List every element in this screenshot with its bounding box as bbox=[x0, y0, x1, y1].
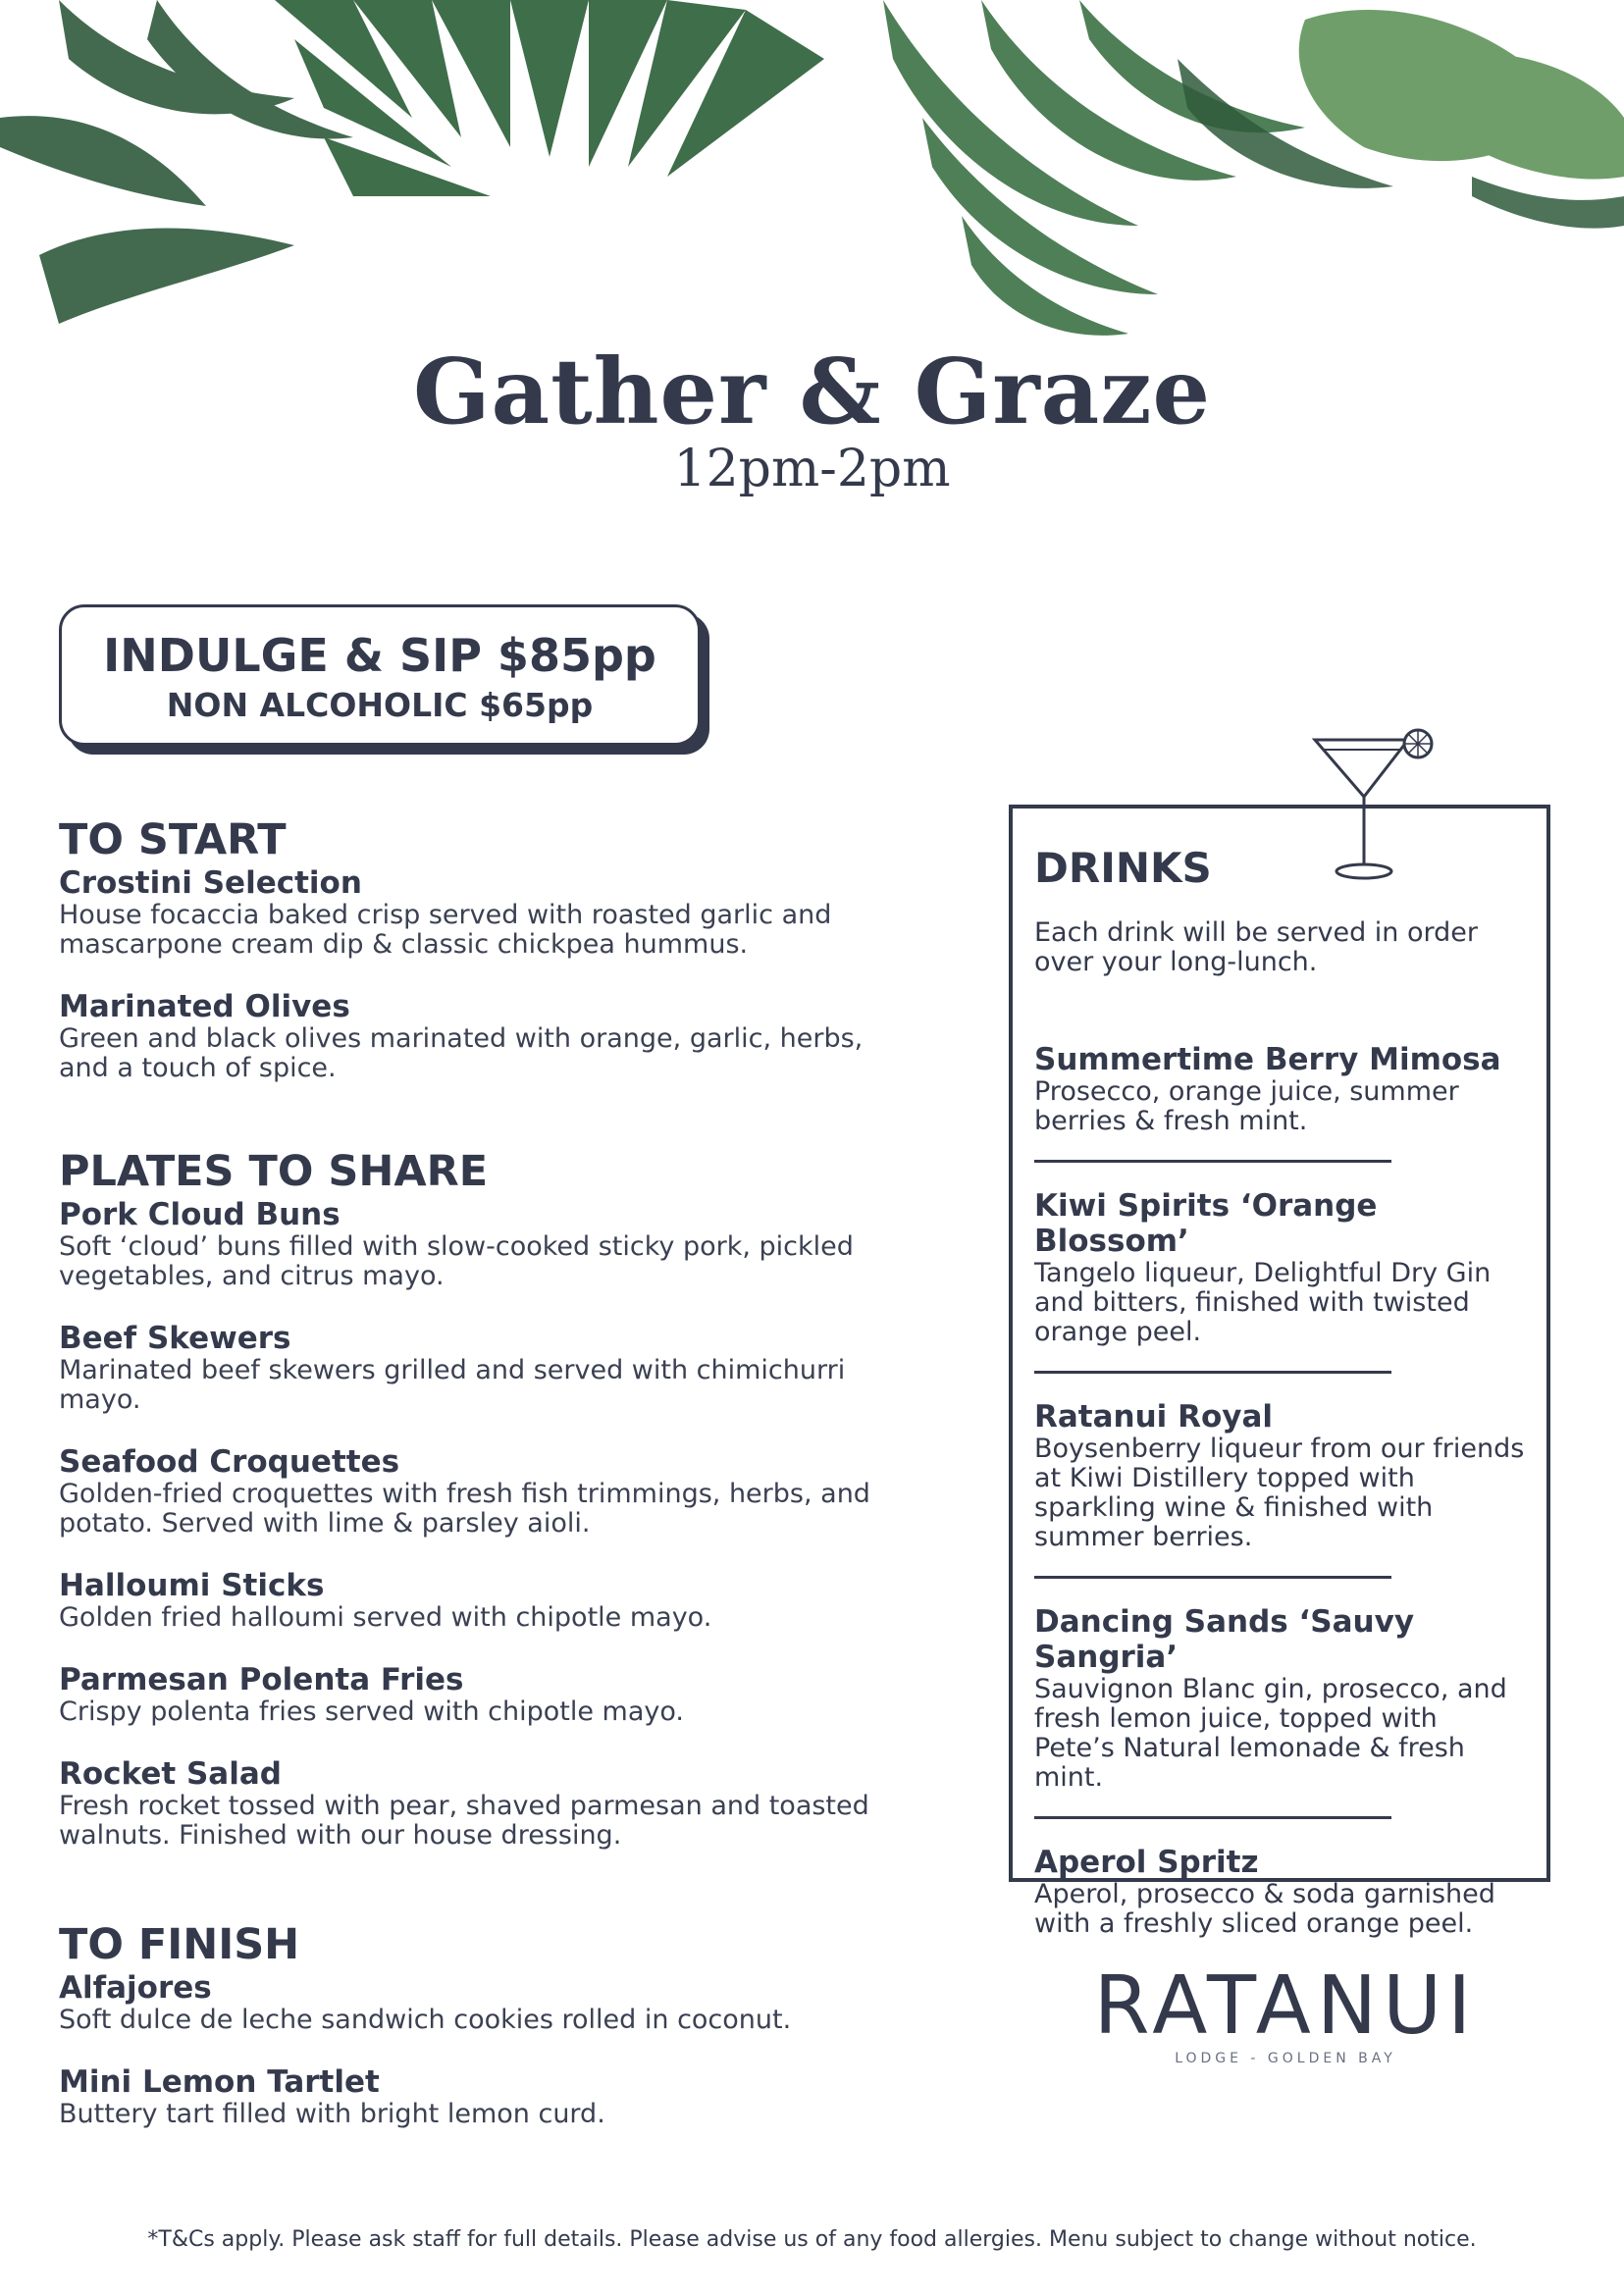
item-name: Beef Skewers bbox=[59, 1321, 291, 1356]
menu-item bbox=[59, 2064, 903, 2129]
drink-description: Sauvignon Blanc gin, prosecco, and fresh lemon juice, topped with Pete’s Natural lemonade & fresh mint. bbox=[1034, 1674, 1507, 1793]
section-to-finish bbox=[59, 1919, 903, 2129]
menu-item bbox=[59, 1970, 903, 2035]
drink-name: Kiwi Spirits ‘Orange Blossom’ bbox=[1034, 1188, 1378, 1259]
footer-note: *T&Cs apply. Please ask staff for full details. Please advise us of any food allergies. Menu subject to change without notice. bbox=[147, 2227, 1477, 2252]
menu-item bbox=[59, 1756, 903, 1851]
menu-item bbox=[59, 865, 903, 960]
drinks-heading: DRINKS bbox=[1034, 844, 1212, 892]
drink-description: Boysenberry liqueur from our friends at Kiwi Distillery topped with sparkling wine & finished with summer berries. bbox=[1034, 1434, 1525, 1552]
item-description: Crispy polenta fries served with chipotle mayo. bbox=[59, 1696, 684, 1727]
menu-item bbox=[59, 1197, 903, 1291]
divider bbox=[1034, 1576, 1391, 1579]
item-name: Parmesan Polenta Fries bbox=[59, 1662, 464, 1697]
fan-palm-icon bbox=[275, 0, 824, 196]
drinks-intro: Each drink will be served in order over your long-lunch. bbox=[1034, 917, 1478, 977]
section-to-start bbox=[59, 814, 903, 1083]
menu-item bbox=[59, 989, 903, 1083]
menu-item bbox=[59, 1321, 903, 1415]
drink-item bbox=[1034, 1399, 1525, 1552]
divider bbox=[1034, 1816, 1391, 1819]
drink-item bbox=[1034, 1845, 1525, 1939]
drink-name: Ratanui Royal bbox=[1034, 1399, 1274, 1435]
drink-item bbox=[1034, 1604, 1525, 1793]
drink-description: Tangelo liqueur, Delightful Dry Gin and bitters, finished with twisted orange peel. bbox=[1034, 1258, 1492, 1347]
brand-name: RATANUI bbox=[1093, 1959, 1478, 2053]
item-name: Crostini Selection bbox=[59, 865, 362, 901]
item-description: Soft ‘cloud’ buns filled with slow-cooked sticky pork, pickled vegetables, and citrus mayo. bbox=[59, 1231, 854, 1291]
divider bbox=[1034, 1160, 1391, 1163]
item-name: Pork Cloud Buns bbox=[59, 1197, 341, 1232]
item-description: Marinated beef skewers grilled and served with chimichurri mayo. bbox=[59, 1355, 846, 1415]
section-plates-to-share bbox=[59, 1146, 903, 1851]
item-description: Golden fried halloumi served with chipotle mayo. bbox=[59, 1602, 712, 1633]
drink-item bbox=[1034, 1042, 1525, 1136]
brand-tagline: LODGE - GOLDEN BAY bbox=[1175, 2051, 1396, 2066]
divider bbox=[1034, 1371, 1391, 1374]
drink-description: Prosecco, orange juice, summer berries & fresh mint. bbox=[1034, 1076, 1459, 1136]
service-time: 12pm-2pm bbox=[673, 440, 951, 498]
section-heading: PLATES TO SHARE bbox=[59, 1147, 489, 1196]
monstera-leaf-icon bbox=[1299, 10, 1624, 180]
item-name: Halloumi Sticks bbox=[59, 1568, 325, 1603]
drink-description: Aperol, prosecco & soda garnished with a freshly sliced orange peel. bbox=[1034, 1879, 1495, 1939]
item-description: Soft dulce de leche sandwich cookies rolled in coconut. bbox=[59, 2005, 792, 2035]
drink-name: Summertime Berry Mimosa bbox=[1034, 1042, 1501, 1077]
section-heading: TO START bbox=[59, 815, 287, 864]
item-name: Rocket Salad bbox=[59, 1756, 282, 1792]
drink-name: Aperol Spritz bbox=[1034, 1845, 1259, 1880]
brand-logo bbox=[1079, 1959, 1492, 2066]
item-description: Fresh rocket tossed with pear, shaved parmesan and toasted walnuts. Finished with our house dressing. bbox=[59, 1791, 869, 1851]
item-name: Marinated Olives bbox=[59, 989, 350, 1024]
item-description: Buttery tart filled with bright lemon curd. bbox=[59, 2099, 605, 2129]
item-description: House focaccia baked crisp served with roasted garlic and mascarpone cream dip & classic chickpea hummus. bbox=[59, 900, 832, 960]
pricing-box bbox=[59, 604, 701, 746]
menu-item bbox=[59, 1444, 903, 1539]
drinks-panel bbox=[1009, 805, 1550, 1939]
item-name: Mini Lemon Tartlet bbox=[59, 2064, 380, 2100]
item-description: Green and black olives marinated with orange, garlic, herbs, and a touch of spice. bbox=[59, 1023, 864, 1083]
leaf-spray-icon bbox=[883, 0, 1305, 336]
drink-name: Dancing Sands ‘Sauvy Sangria’ bbox=[1034, 1604, 1415, 1675]
menu-item bbox=[59, 1568, 903, 1633]
price-non-alcoholic: NON ALCOHOLIC $65pp bbox=[166, 686, 594, 724]
item-name: Seafood Croquettes bbox=[59, 1444, 400, 1480]
food-menu bbox=[59, 814, 903, 2166]
menu-item bbox=[59, 1662, 903, 1727]
item-description: Golden-fried croquettes with fresh fish trimmings, herbs, and potato. Served with lime & parsley aioli. bbox=[59, 1479, 870, 1539]
page-title: Gather & Graze bbox=[412, 339, 1212, 444]
drink-item bbox=[1034, 1188, 1525, 1347]
section-heading: TO FINISH bbox=[59, 1920, 300, 1969]
price-main: INDULGE & SIP $85pp bbox=[103, 629, 656, 682]
item-name: Alfajores bbox=[59, 1970, 212, 2006]
